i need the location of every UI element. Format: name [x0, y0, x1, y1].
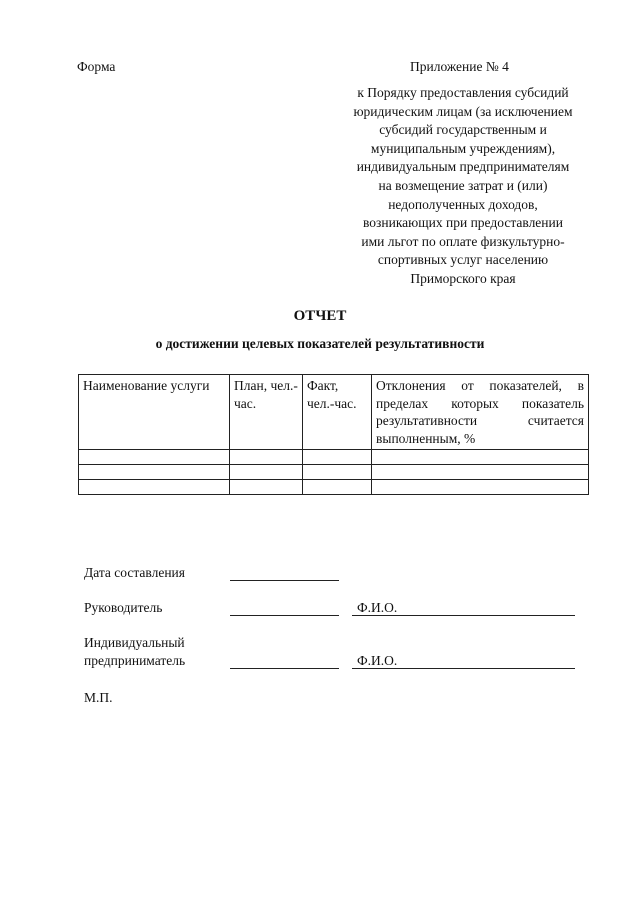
table-row [79, 450, 589, 465]
seal-label: М.П. [84, 690, 113, 705]
table-cell [230, 480, 303, 495]
table-cell [303, 465, 372, 480]
table-cell [79, 480, 230, 495]
column-header-plan: План, чел.-час. [230, 375, 303, 450]
manager-fio: Ф.И.О. [357, 600, 398, 615]
appendix-line: субсидий государственным и [379, 122, 547, 138]
table-cell [230, 450, 303, 465]
entrepreneur-fio: Ф.И.О. [357, 653, 398, 668]
table-header-row [79, 375, 589, 450]
table-row [79, 480, 589, 495]
appendix-line: ими льгот по оплате физкультурно- [361, 233, 565, 249]
entrepreneur-signature-line [230, 668, 339, 669]
manager-label: Руководитель [84, 600, 163, 615]
appendix-line: возникающих при предоставлении [363, 215, 563, 231]
entrepreneur-label-line2: предприниматель [84, 653, 186, 668]
table-cell [303, 450, 372, 465]
appendix-line: Приморского края [410, 270, 516, 286]
table-cell [303, 480, 372, 495]
appendix-line: на возмещение затрат и (или) [378, 177, 548, 193]
appendix-line: муниципальным учреждениям), [370, 140, 556, 156]
report-title: ОТЧЕТ [293, 308, 347, 324]
form-label: Форма [77, 59, 116, 74]
table-cell [230, 465, 303, 480]
date-label: Дата составления [84, 565, 185, 580]
entrepreneur-fio-line [352, 668, 575, 669]
report-subtitle: о достижении целевых показателей результативности [155, 336, 485, 351]
table-cell [372, 465, 589, 480]
column-header-deviation: Отклонения от показателей, в пределах которых показатель результативности считается выполненным, % [372, 375, 589, 450]
manager-signature-line [230, 615, 339, 616]
appendix-line: индивидуальным предпринимателям [356, 159, 570, 175]
report-table [78, 374, 589, 495]
table-cell [372, 450, 589, 465]
appendix-line: недополученных доходов, [388, 196, 538, 212]
entrepreneur-label-line1: Индивидуальный [84, 635, 185, 650]
date-signature-line [230, 580, 339, 581]
appendix-line: спортивных услуг населению [377, 252, 549, 268]
column-header-service: Наименование услуги [79, 375, 230, 450]
table-cell [79, 465, 230, 480]
appendix-line: к Порядку предоставления субсидий [357, 85, 569, 100]
manager-fio-line [352, 615, 575, 616]
table-cell [372, 480, 589, 495]
appendix-line: юридическим лицам (за исключением [353, 103, 573, 119]
column-header-fact: Факт, чел.-час. [303, 375, 372, 450]
table-row [79, 465, 589, 480]
table-cell [79, 450, 230, 465]
appendix-text [338, 84, 588, 289]
appendix-title: Приложение № 4 [410, 59, 509, 74]
